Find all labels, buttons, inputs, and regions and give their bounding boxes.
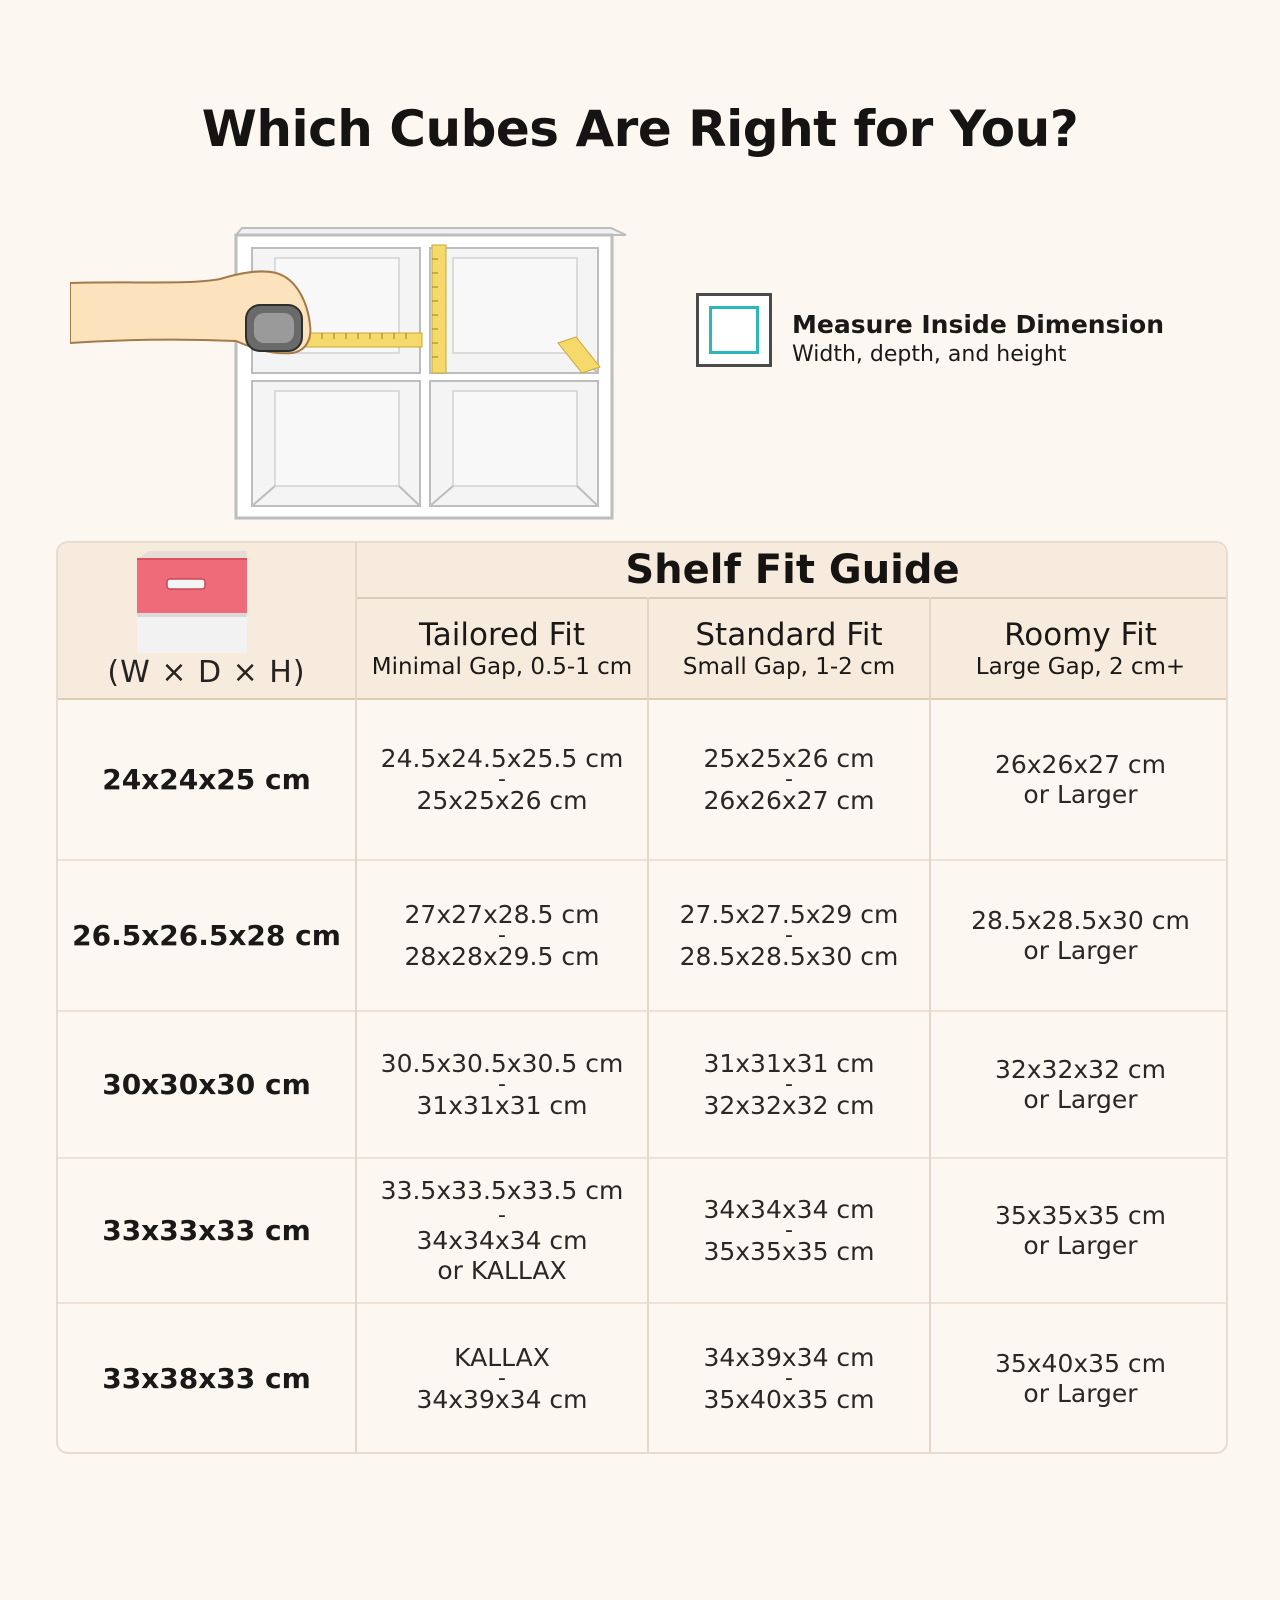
row-size: 33x38x33 cm bbox=[102, 1362, 311, 1395]
standard-cell: 25x25x26 cm - 26x26x27 cm bbox=[703, 743, 875, 815]
legend-title: Measure Inside Dimension bbox=[792, 310, 1165, 339]
shelf-measuring-illustration bbox=[70, 215, 630, 520]
legend-subtitle: Width, depth, and height bbox=[792, 342, 1067, 367]
shelf-fit-table bbox=[56, 541, 1228, 1454]
tailored-cell: 27x27x28.5 cm - 28x28x29.5 cm bbox=[404, 899, 600, 971]
hand-icon bbox=[70, 271, 310, 353]
storage-cube-icon bbox=[133, 549, 253, 655]
standard-cell: 27.5x27.5x29 cm - 28.5x28.5x30 cm bbox=[679, 899, 899, 971]
tailored-cell: KALLAX - 34x39x34 cm bbox=[416, 1343, 588, 1414]
row-size: 33x33x33 cm bbox=[102, 1213, 311, 1247]
cube-shelf-icon bbox=[236, 228, 626, 518]
standard-cell: 31x31x31 cm - 32x32x32 cm bbox=[703, 1048, 875, 1120]
standard-cell: 34x39x34 cm - 35x40x35 cm bbox=[703, 1343, 875, 1414]
roomy-cell: 28.5x28.5x30 cm or Larger bbox=[971, 905, 1190, 965]
roomy-cell: 35x35x35 cm or Larger bbox=[994, 1200, 1167, 1260]
tailored-cell: 24.5x24.5x25.5 cm - 25x25x26 cm bbox=[380, 743, 624, 815]
roomy-cell: 35x40x35 cm or Larger bbox=[994, 1349, 1167, 1408]
roomy-cell: 26x26x27 cm or Larger bbox=[994, 749, 1167, 809]
column-header-standard: Standard Fit Small Gap, 1-2 cm bbox=[682, 616, 896, 680]
table-title: Shelf Fit Guide bbox=[625, 547, 960, 593]
standard-cell: 34x34x34 cm - 35x35x35 cm bbox=[703, 1194, 875, 1266]
column-header-tailored: Tailored Fit Minimal Gap, 0.5-1 cm bbox=[371, 616, 633, 680]
tailored-cell: 30.5x30.5x30.5 cm - 31x31x31 cm bbox=[380, 1048, 624, 1120]
column-header-roomy: Roomy Fit Large Gap, 2 cm+ bbox=[975, 616, 1186, 680]
row-size: 30x30x30 cm bbox=[102, 1067, 311, 1101]
page-title: Which Cubes Are Right for You? bbox=[201, 100, 1079, 158]
measure-legend bbox=[696, 290, 1196, 370]
inside-dimension-square-icon bbox=[696, 293, 772, 367]
tailored-cell: 33.5x33.5x33.5 cm - 34x34x34 cm or KALLAX bbox=[380, 1175, 624, 1285]
roomy-cell: 32x32x32 cm or Larger bbox=[994, 1054, 1167, 1114]
dimensions-label: (W × D × H) bbox=[107, 655, 306, 690]
row-size: 24x24x25 cm bbox=[102, 762, 311, 796]
row-size: 26.5x26.5x28 cm bbox=[72, 918, 341, 952]
